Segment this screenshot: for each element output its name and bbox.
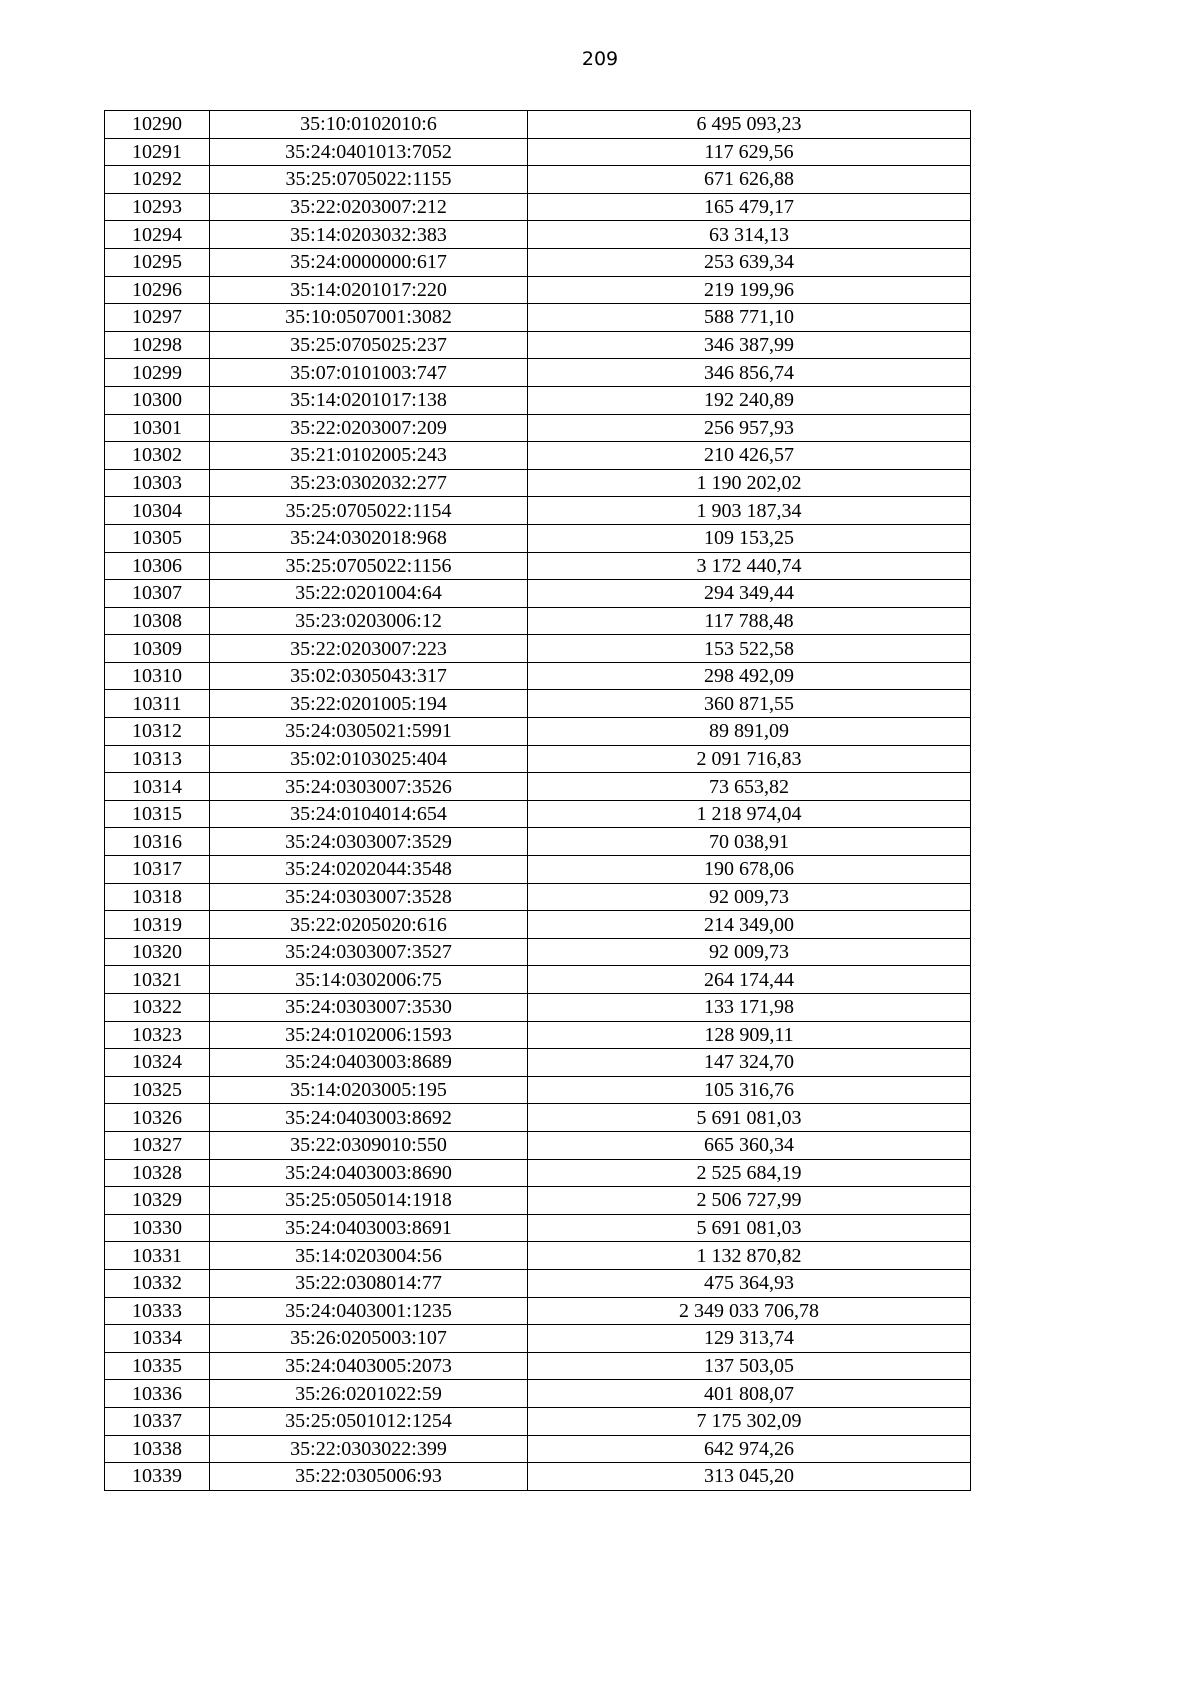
cadastral-number-cell: 35:24:0202044:3548 [210, 856, 528, 884]
cadastral-number-cell: 35:25:0705022:1155 [210, 166, 528, 194]
cadastral-number-cell: 35:26:0201022:59 [210, 1380, 528, 1408]
table-row [105, 580, 971, 608]
cadastral-value-cell: 92 009,73 [528, 883, 971, 911]
cadastral-number-cell: 35:22:0309010:550 [210, 1131, 528, 1159]
table-row [105, 662, 971, 690]
row-number-cell: 10305 [105, 524, 210, 552]
row-number-cell: 10292 [105, 166, 210, 194]
cadastral-number-cell: 35:07:0101003:747 [210, 359, 528, 387]
cadastral-number-cell: 35:24:0102006:1593 [210, 1021, 528, 1049]
table-row [105, 1021, 971, 1049]
row-number-cell: 10338 [105, 1435, 210, 1463]
cadastral-number-cell: 35:21:0102005:243 [210, 442, 528, 470]
row-number-cell: 10307 [105, 580, 210, 608]
cadastral-value-cell: 128 909,11 [528, 1021, 971, 1049]
cadastral-value-cell: 117 788,48 [528, 607, 971, 635]
cadastral-number-cell: 35:24:0403003:8690 [210, 1159, 528, 1187]
cadastral-number-cell: 35:26:0205003:107 [210, 1325, 528, 1353]
row-number-cell: 10313 [105, 745, 210, 773]
cadastral-value-cell: 346 856,74 [528, 359, 971, 387]
table-row [105, 304, 971, 332]
row-number-cell: 10337 [105, 1407, 210, 1435]
row-number-cell: 10299 [105, 359, 210, 387]
row-number-cell: 10323 [105, 1021, 210, 1049]
cadastral-number-cell: 35:10:0102010:6 [210, 111, 528, 139]
cadastral-value-cell: 1 132 870,82 [528, 1242, 971, 1270]
cadastral-value-cell: 2 091 716,83 [528, 745, 971, 773]
table-row [105, 1435, 971, 1463]
cadastral-number-cell: 35:24:0403005:2073 [210, 1352, 528, 1380]
table-row [105, 552, 971, 580]
cadastral-value-cell: 190 678,06 [528, 856, 971, 884]
cadastral-number-cell: 35:24:0303007:3527 [210, 938, 528, 966]
table-row [105, 524, 971, 552]
table-row [105, 607, 971, 635]
cadastral-value-cell: 1 190 202,02 [528, 469, 971, 497]
cadastral-number-cell: 35:24:0302018:968 [210, 524, 528, 552]
cadastral-number-cell: 35:24:0401013:7052 [210, 138, 528, 166]
cadastral-value-cell: 401 808,07 [528, 1380, 971, 1408]
cadastral-value-cell: 588 771,10 [528, 304, 971, 332]
cadastral-value-cell: 256 957,93 [528, 414, 971, 442]
cadastral-value-cell: 5 691 081,03 [528, 1104, 971, 1132]
row-number-cell: 10328 [105, 1159, 210, 1187]
cadastral-number-cell: 35:14:0203005:195 [210, 1076, 528, 1104]
cadastral-number-cell: 35:02:0103025:404 [210, 745, 528, 773]
cadastral-number-cell: 35:14:0203032:383 [210, 221, 528, 249]
cadastral-value-cell: 671 626,88 [528, 166, 971, 194]
table-row [105, 469, 971, 497]
table-row [105, 800, 971, 828]
cadastral-number-cell: 35:25:0705025:237 [210, 331, 528, 359]
table-row [105, 1325, 971, 1353]
cadastral-value-cell: 129 313,74 [528, 1325, 971, 1353]
row-number-cell: 10332 [105, 1269, 210, 1297]
row-number-cell: 10334 [105, 1325, 210, 1353]
table-row [105, 773, 971, 801]
table-row [105, 690, 971, 718]
table-row [105, 911, 971, 939]
cadastral-number-cell: 35:14:0201017:220 [210, 276, 528, 304]
cadastral-value-cell: 253 639,34 [528, 248, 971, 276]
page-number: 209 [581, 48, 619, 70]
cadastral-value-cell: 346 387,99 [528, 331, 971, 359]
cadastral-value-cell: 109 153,25 [528, 524, 971, 552]
row-number-cell: 10295 [105, 248, 210, 276]
table-row [105, 193, 971, 221]
table-row [105, 1463, 971, 1491]
table-row [105, 386, 971, 414]
row-number-cell: 10315 [105, 800, 210, 828]
cadastral-value-cell: 1 218 974,04 [528, 800, 971, 828]
cadastral-value-cell: 192 240,89 [528, 386, 971, 414]
table-row [105, 745, 971, 773]
cadastral-value-cell: 2 349 033 706,78 [528, 1297, 971, 1325]
cadastral-number-cell: 35:14:0203004:56 [210, 1242, 528, 1270]
table-row [105, 442, 971, 470]
table-row [105, 1380, 971, 1408]
cadastral-value-cell: 147 324,70 [528, 1049, 971, 1077]
row-number-cell: 10293 [105, 193, 210, 221]
table-row [105, 994, 971, 1022]
row-number-cell: 10321 [105, 966, 210, 994]
table-row [105, 111, 971, 139]
cadastral-value-cell: 2 525 684,19 [528, 1159, 971, 1187]
row-number-cell: 10314 [105, 773, 210, 801]
table-row [105, 1407, 971, 1435]
cadastral-value-cell: 117 629,56 [528, 138, 971, 166]
cadastral-number-cell: 35:24:0303007:3530 [210, 994, 528, 1022]
cadastral-number-cell: 35:22:0203007:212 [210, 193, 528, 221]
table-row [105, 1269, 971, 1297]
table-row [105, 1242, 971, 1270]
cadastral-value-cell: 153 522,58 [528, 635, 971, 663]
table-row [105, 138, 971, 166]
row-number-cell: 10309 [105, 635, 210, 663]
row-number-cell: 10291 [105, 138, 210, 166]
cadastral-value-cell: 2 506 727,99 [528, 1187, 971, 1215]
row-number-cell: 10339 [105, 1463, 210, 1491]
row-number-cell: 10318 [105, 883, 210, 911]
row-number-cell: 10304 [105, 497, 210, 525]
row-number-cell: 10329 [105, 1187, 210, 1215]
table-row [105, 1076, 971, 1104]
table-row [105, 635, 971, 663]
cadastral-number-cell: 35:22:0203007:223 [210, 635, 528, 663]
cadastral-value-cell: 7 175 302,09 [528, 1407, 971, 1435]
cadastral-value-cell: 360 871,55 [528, 690, 971, 718]
table-row [105, 1049, 971, 1077]
table-row [105, 883, 971, 911]
table-row [105, 1187, 971, 1215]
row-number-cell: 10324 [105, 1049, 210, 1077]
row-number-cell: 10303 [105, 469, 210, 497]
cadastral-number-cell: 35:22:0205020:616 [210, 911, 528, 939]
table-row [105, 248, 971, 276]
cadastral-value-cell: 133 171,98 [528, 994, 971, 1022]
row-number-cell: 10322 [105, 994, 210, 1022]
cadastral-number-cell: 35:22:0201005:194 [210, 690, 528, 718]
table-row [105, 1131, 971, 1159]
cadastral-number-cell: 35:24:0305021:5991 [210, 718, 528, 746]
cadastral-value-cell: 294 349,44 [528, 580, 971, 608]
cadastral-number-cell: 35:25:0505014:1918 [210, 1187, 528, 1215]
row-number-cell: 10301 [105, 414, 210, 442]
cadastral-value-cell: 89 891,09 [528, 718, 971, 746]
cadastral-number-cell: 35:23:0203006:12 [210, 607, 528, 635]
cadastral-value-cell: 73 653,82 [528, 773, 971, 801]
cadastral-value-cell: 214 349,00 [528, 911, 971, 939]
cadastral-number-cell: 35:02:0305043:317 [210, 662, 528, 690]
cadastral-value-cell: 219 199,96 [528, 276, 971, 304]
cadastral-value-cell: 105 316,76 [528, 1076, 971, 1104]
cadastral-value-cell: 63 314,13 [528, 221, 971, 249]
row-number-cell: 10330 [105, 1214, 210, 1242]
row-number-cell: 10297 [105, 304, 210, 332]
row-number-cell: 10325 [105, 1076, 210, 1104]
row-number-cell: 10319 [105, 911, 210, 939]
cadastral-value-cell: 1 903 187,34 [528, 497, 971, 525]
table-row [105, 856, 971, 884]
row-number-cell: 10326 [105, 1104, 210, 1132]
cadastral-number-cell: 35:23:0302032:277 [210, 469, 528, 497]
cadastral-number-cell: 35:24:0403003:8689 [210, 1049, 528, 1077]
row-number-cell: 10298 [105, 331, 210, 359]
cadastral-number-cell: 35:14:0201017:138 [210, 386, 528, 414]
table-row [105, 276, 971, 304]
cadastral-number-cell: 35:22:0203007:209 [210, 414, 528, 442]
row-number-cell: 10300 [105, 386, 210, 414]
cadastral-number-cell: 35:22:0201004:64 [210, 580, 528, 608]
row-number-cell: 10320 [105, 938, 210, 966]
cadastral-number-cell: 35:25:0705022:1156 [210, 552, 528, 580]
row-number-cell: 10335 [105, 1352, 210, 1380]
table-body [105, 111, 971, 1491]
table-row [105, 497, 971, 525]
cadastral-number-cell: 35:24:0403001:1235 [210, 1297, 528, 1325]
cadastral-value-cell: 210 426,57 [528, 442, 971, 470]
cadastral-value-cell: 5 691 081,03 [528, 1214, 971, 1242]
table-row [105, 359, 971, 387]
cadastral-value-cell: 6 495 093,23 [528, 111, 971, 139]
cadastral-value-table [104, 110, 971, 1491]
row-number-cell: 10336 [105, 1380, 210, 1408]
row-number-cell: 10333 [105, 1297, 210, 1325]
cadastral-value-cell: 137 503,05 [528, 1352, 971, 1380]
cadastral-number-cell: 35:25:0501012:1254 [210, 1407, 528, 1435]
cadastral-value-cell: 298 492,09 [528, 662, 971, 690]
table-row [105, 1159, 971, 1187]
table-row [105, 718, 971, 746]
cadastral-value-cell: 665 360,34 [528, 1131, 971, 1159]
cadastral-value-cell: 264 174,44 [528, 966, 971, 994]
row-number-cell: 10290 [105, 111, 210, 139]
cadastral-value-cell: 70 038,91 [528, 828, 971, 856]
cadastral-number-cell: 35:25:0705022:1154 [210, 497, 528, 525]
table-row [105, 414, 971, 442]
row-number-cell: 10312 [105, 718, 210, 746]
cadastral-value-cell: 475 364,93 [528, 1269, 971, 1297]
row-number-cell: 10294 [105, 221, 210, 249]
cadastral-value-cell: 313 045,20 [528, 1463, 971, 1491]
table-row [105, 331, 971, 359]
cadastral-number-cell: 35:14:0302006:75 [210, 966, 528, 994]
cadastral-number-cell: 35:24:0104014:654 [210, 800, 528, 828]
cadastral-value-cell: 92 009,73 [528, 938, 971, 966]
table-row [105, 1214, 971, 1242]
cadastral-value-cell: 165 479,17 [528, 193, 971, 221]
table-row [105, 966, 971, 994]
row-number-cell: 10311 [105, 690, 210, 718]
cadastral-number-cell: 35:22:0308014:77 [210, 1269, 528, 1297]
cadastral-number-cell: 35:24:0000000:617 [210, 248, 528, 276]
cadastral-number-cell: 35:22:0305006:93 [210, 1463, 528, 1491]
row-number-cell: 10302 [105, 442, 210, 470]
table-row [105, 1297, 971, 1325]
row-number-cell: 10296 [105, 276, 210, 304]
cadastral-value-cell: 642 974,26 [528, 1435, 971, 1463]
cadastral-number-cell: 35:24:0303007:3529 [210, 828, 528, 856]
row-number-cell: 10327 [105, 1131, 210, 1159]
row-number-cell: 10308 [105, 607, 210, 635]
row-number-cell: 10310 [105, 662, 210, 690]
cadastral-value-cell: 3 172 440,74 [528, 552, 971, 580]
table-row [105, 938, 971, 966]
cadastral-number-cell: 35:10:0507001:3082 [210, 304, 528, 332]
cadastral-number-cell: 35:24:0403003:8692 [210, 1104, 528, 1132]
table-row [105, 828, 971, 856]
row-number-cell: 10331 [105, 1242, 210, 1270]
cadastral-number-cell: 35:24:0303007:3526 [210, 773, 528, 801]
table-row [105, 166, 971, 194]
row-number-cell: 10317 [105, 856, 210, 884]
cadastral-number-cell: 35:22:0303022:399 [210, 1435, 528, 1463]
table-row [105, 1104, 971, 1132]
table-row [105, 1352, 971, 1380]
table-row [105, 221, 971, 249]
row-number-cell: 10306 [105, 552, 210, 580]
row-number-cell: 10316 [105, 828, 210, 856]
cadastral-number-cell: 35:24:0403003:8691 [210, 1214, 528, 1242]
cadastral-number-cell: 35:24:0303007:3528 [210, 883, 528, 911]
